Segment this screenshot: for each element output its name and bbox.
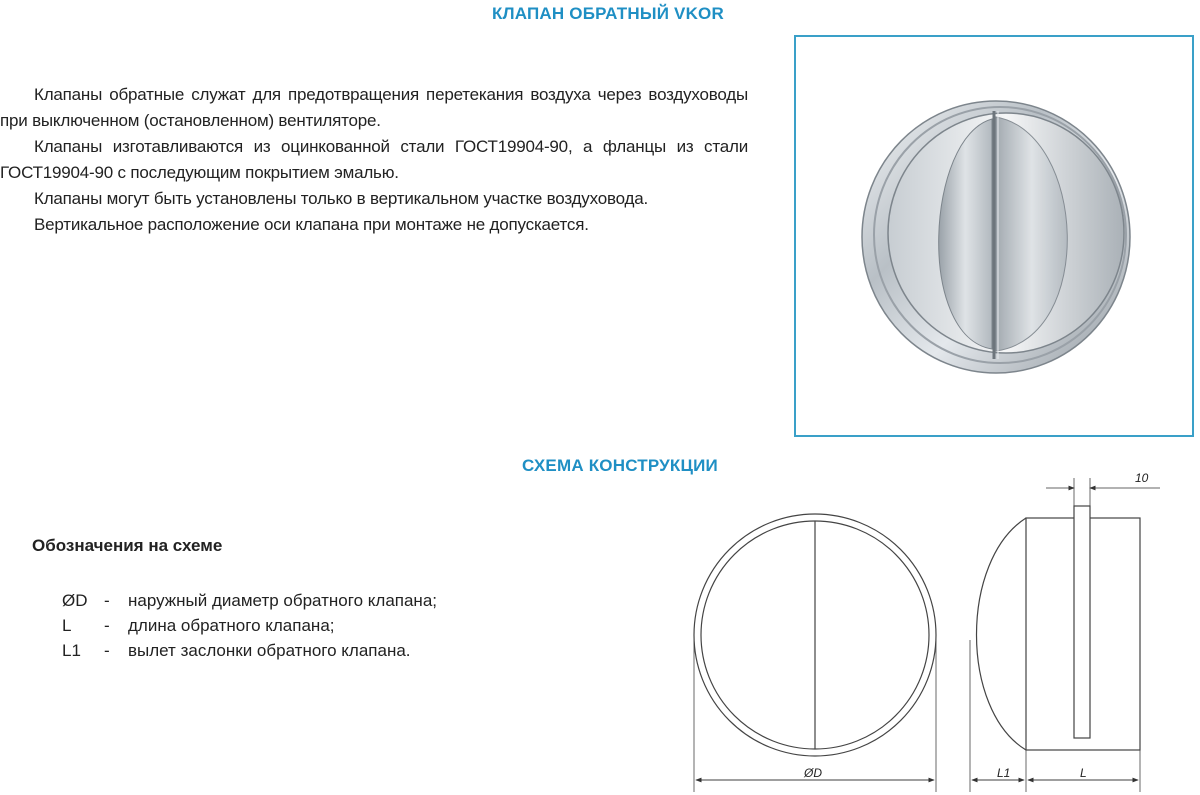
legend-list [62,588,437,663]
dim-l1-label: L1 [997,766,1011,780]
front-view-drawing [694,514,936,792]
side-view-drawing [970,478,1140,792]
product-photo-frame [794,35,1194,437]
intro-paragraph: Клапаны могут быть установлены только в вертикальном участке воздуховода. [34,189,648,208]
dim-diameter-label: ØD [804,766,822,780]
legend-text: вылет заслонки обратного клапана. [128,641,411,660]
intro-paragraph: Клапаны изготавливаются из оцинкованной стали ГОСТ19904-90, а фланцы из стали ГОСТ19904-90 с последующим покрытием эмалью. [0,137,748,182]
legend-text: длина обратного клапана; [128,616,335,635]
legend-symbol: L1 [62,641,81,660]
legend-title: Обозначения на схеме [32,536,223,555]
check-valve-photo-icon [796,37,1192,435]
legend-dash: - [104,641,110,660]
dim-l-label: L [1080,766,1087,780]
scheme-title: СХЕМА КОНСТРУКЦИИ [522,456,718,475]
intro-text [0,82,748,238]
page-title: КЛАПАН ОБРАТНЫЙ VKOR [492,4,724,23]
dim-flange-label: 10 [1135,471,1149,485]
legend-dash: - [104,616,110,635]
construction-diagram [680,470,1180,795]
legend-text: наружный диаметр обратного клапана; [128,591,437,610]
list-item [62,638,437,663]
intro-paragraph: Клапаны обратные служат для предотвращения перетекания воздуха через воздуховоды при выключенном (остановленном) вентиляторе. [0,85,748,130]
legend-symbol: ØD [62,591,88,610]
legend-dash: - [104,591,110,610]
list-item [62,613,437,638]
legend-symbol: L [62,616,72,635]
intro-paragraph: Вертикальное расположение оси клапана при монтаже не допускается. [34,215,589,234]
list-item [62,588,437,613]
